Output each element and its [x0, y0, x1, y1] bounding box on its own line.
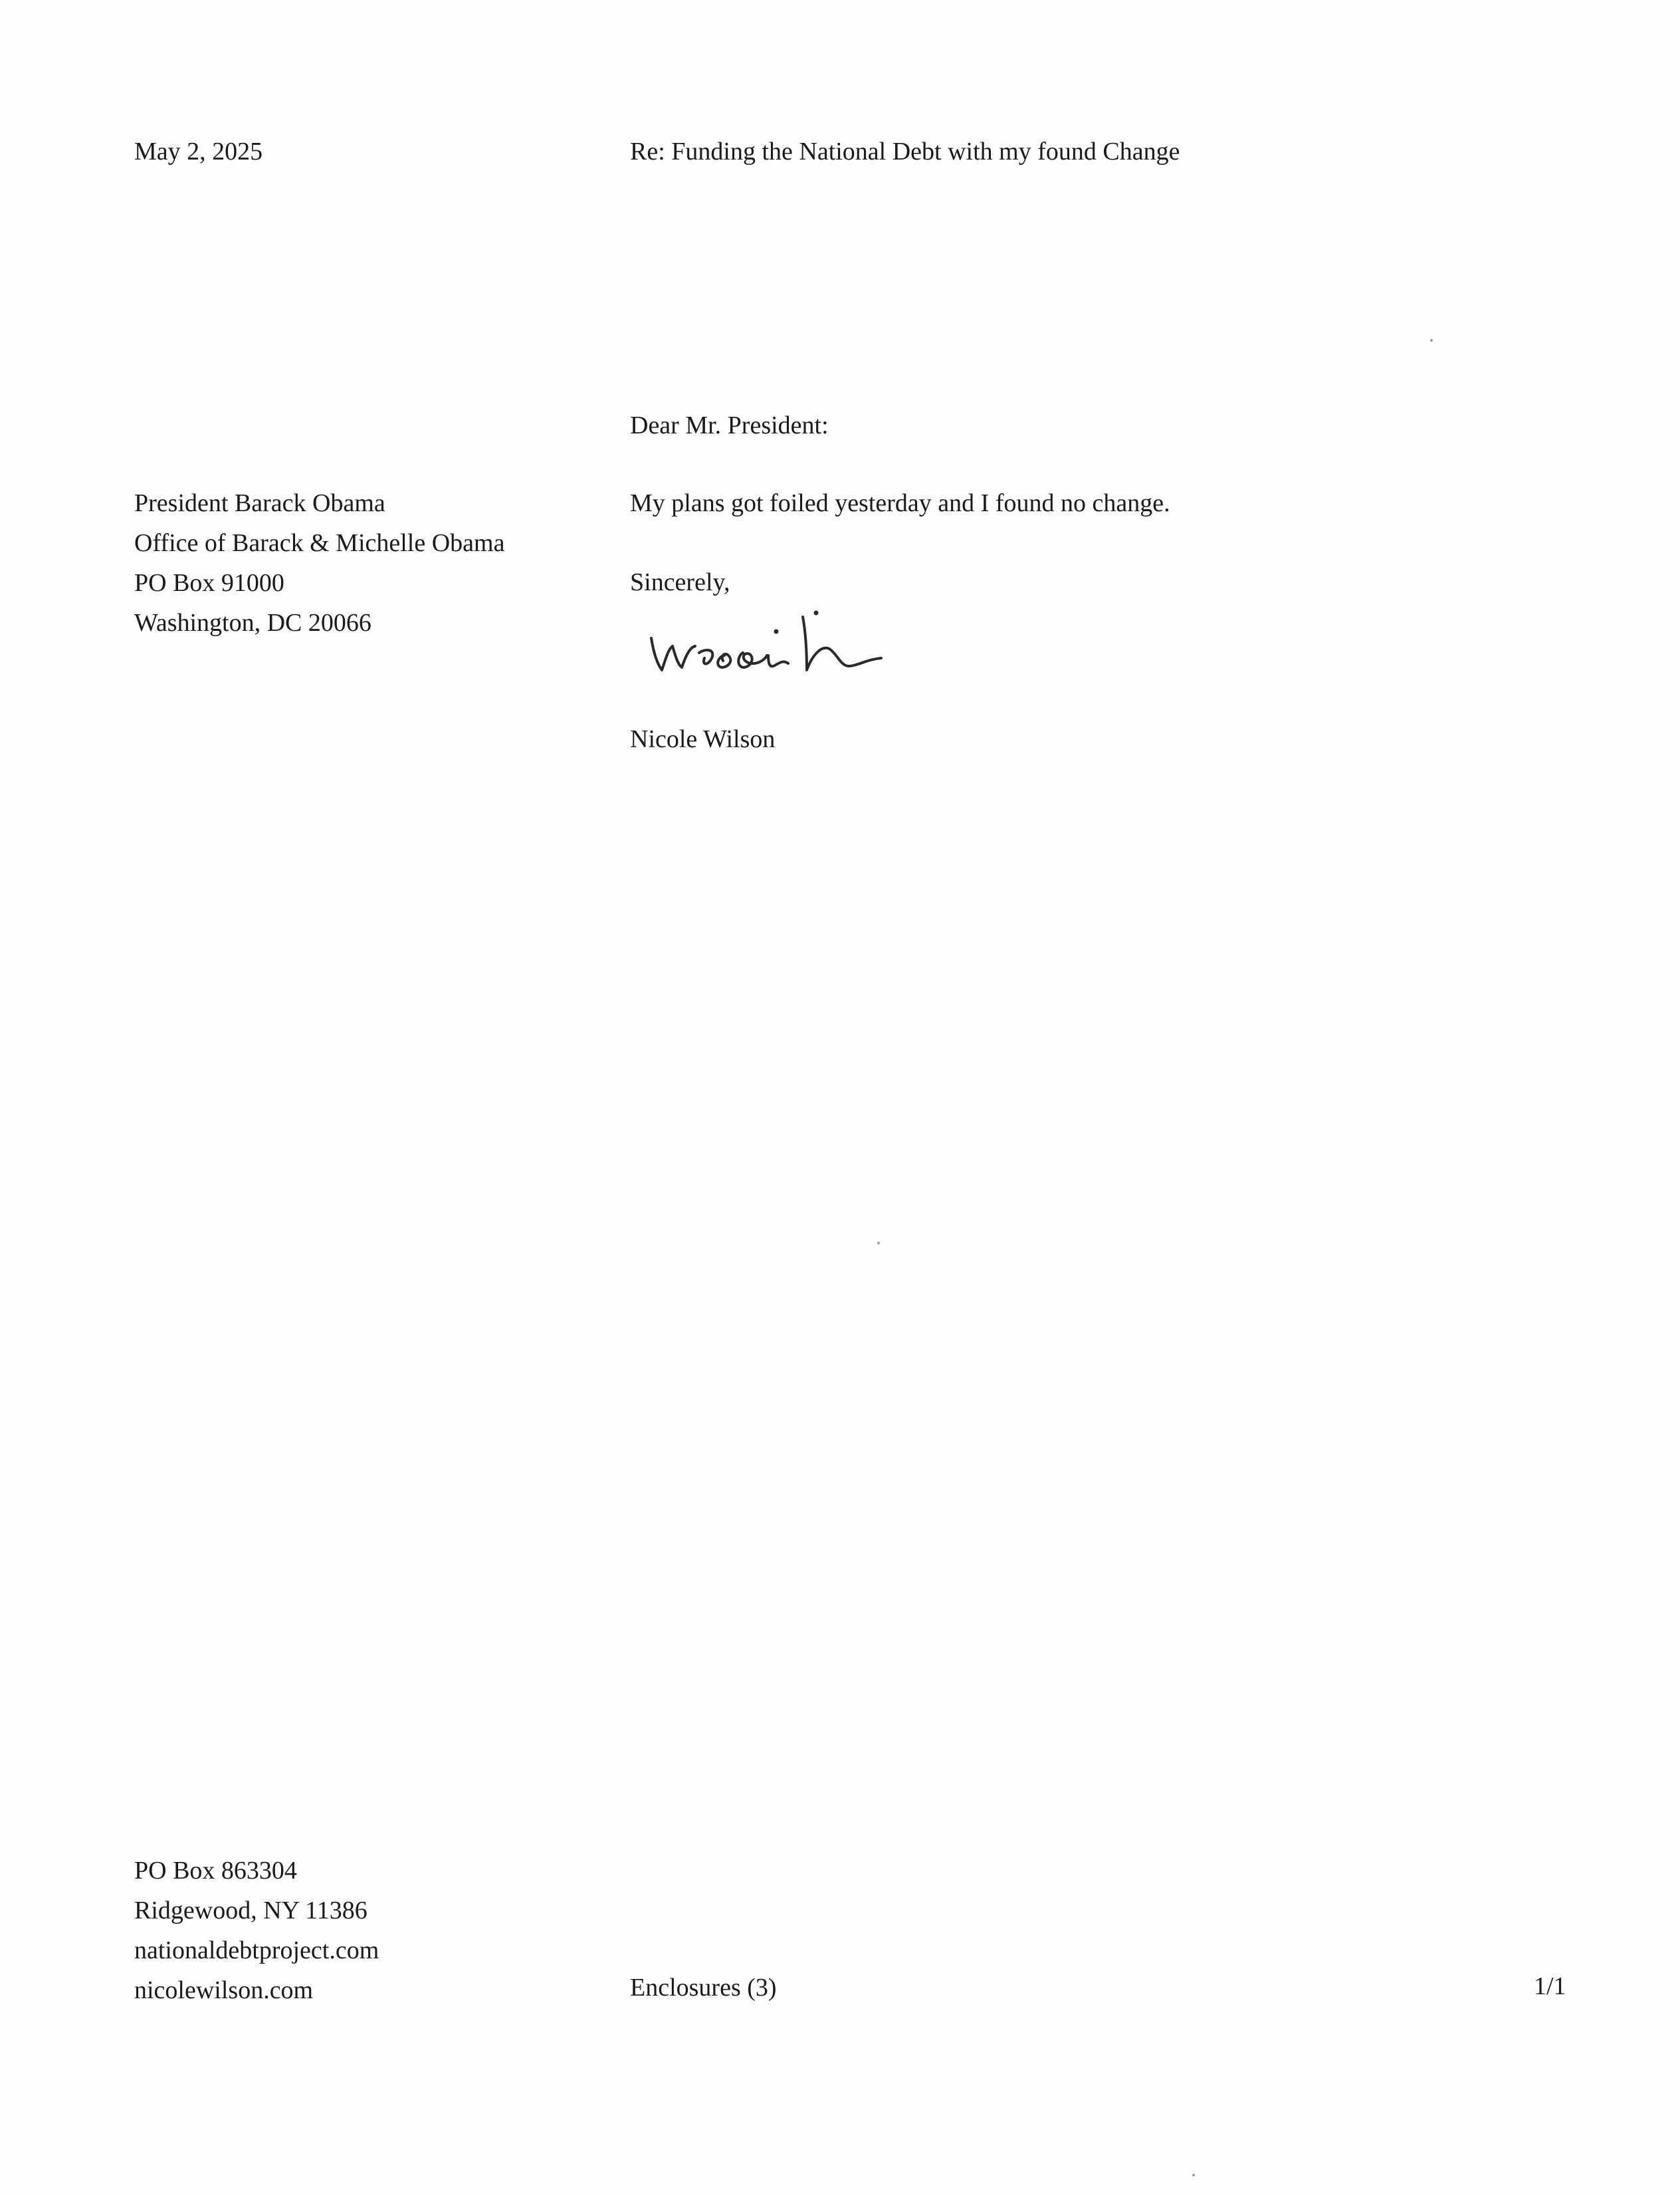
recipient-name: President Barack Obama — [134, 489, 385, 517]
letter-body: My plans got foiled yesterday and I found no change. — [630, 489, 1170, 517]
recipient-address — [134, 483, 504, 643]
sender-website-personal: nicolewilson.com — [134, 1976, 314, 2004]
closing: Sincerely, — [630, 568, 730, 596]
recipient-po-box: PO Box 91000 — [134, 569, 284, 597]
scan-speck — [877, 1242, 880, 1244]
sender-website-project: nationaldebtproject.com — [134, 1936, 379, 1964]
scan-speck — [1192, 2174, 1195, 2176]
page-number: 1/1 — [1534, 1972, 1566, 2000]
letter-subject: Re: Funding the National Debt with my found Change — [630, 138, 1180, 166]
sender-po-box: PO Box 863304 — [134, 1857, 297, 1885]
scan-speck — [1430, 339, 1433, 342]
letter-date: May 2, 2025 — [134, 138, 263, 166]
enclosures-note: Enclosures (3) — [630, 1974, 777, 2002]
sender-address — [134, 1851, 379, 2010]
sender-city: Ridgewood, NY 11386 — [134, 1897, 368, 1924]
handwritten-signature — [638, 592, 984, 691]
recipient-office: Office of Barack & Michelle Obama — [134, 529, 505, 557]
signature-name: Nicole Wilson — [630, 725, 776, 753]
recipient-city: Washington, DC 20066 — [134, 609, 371, 637]
salutation: Dear Mr. President: — [630, 411, 829, 439]
